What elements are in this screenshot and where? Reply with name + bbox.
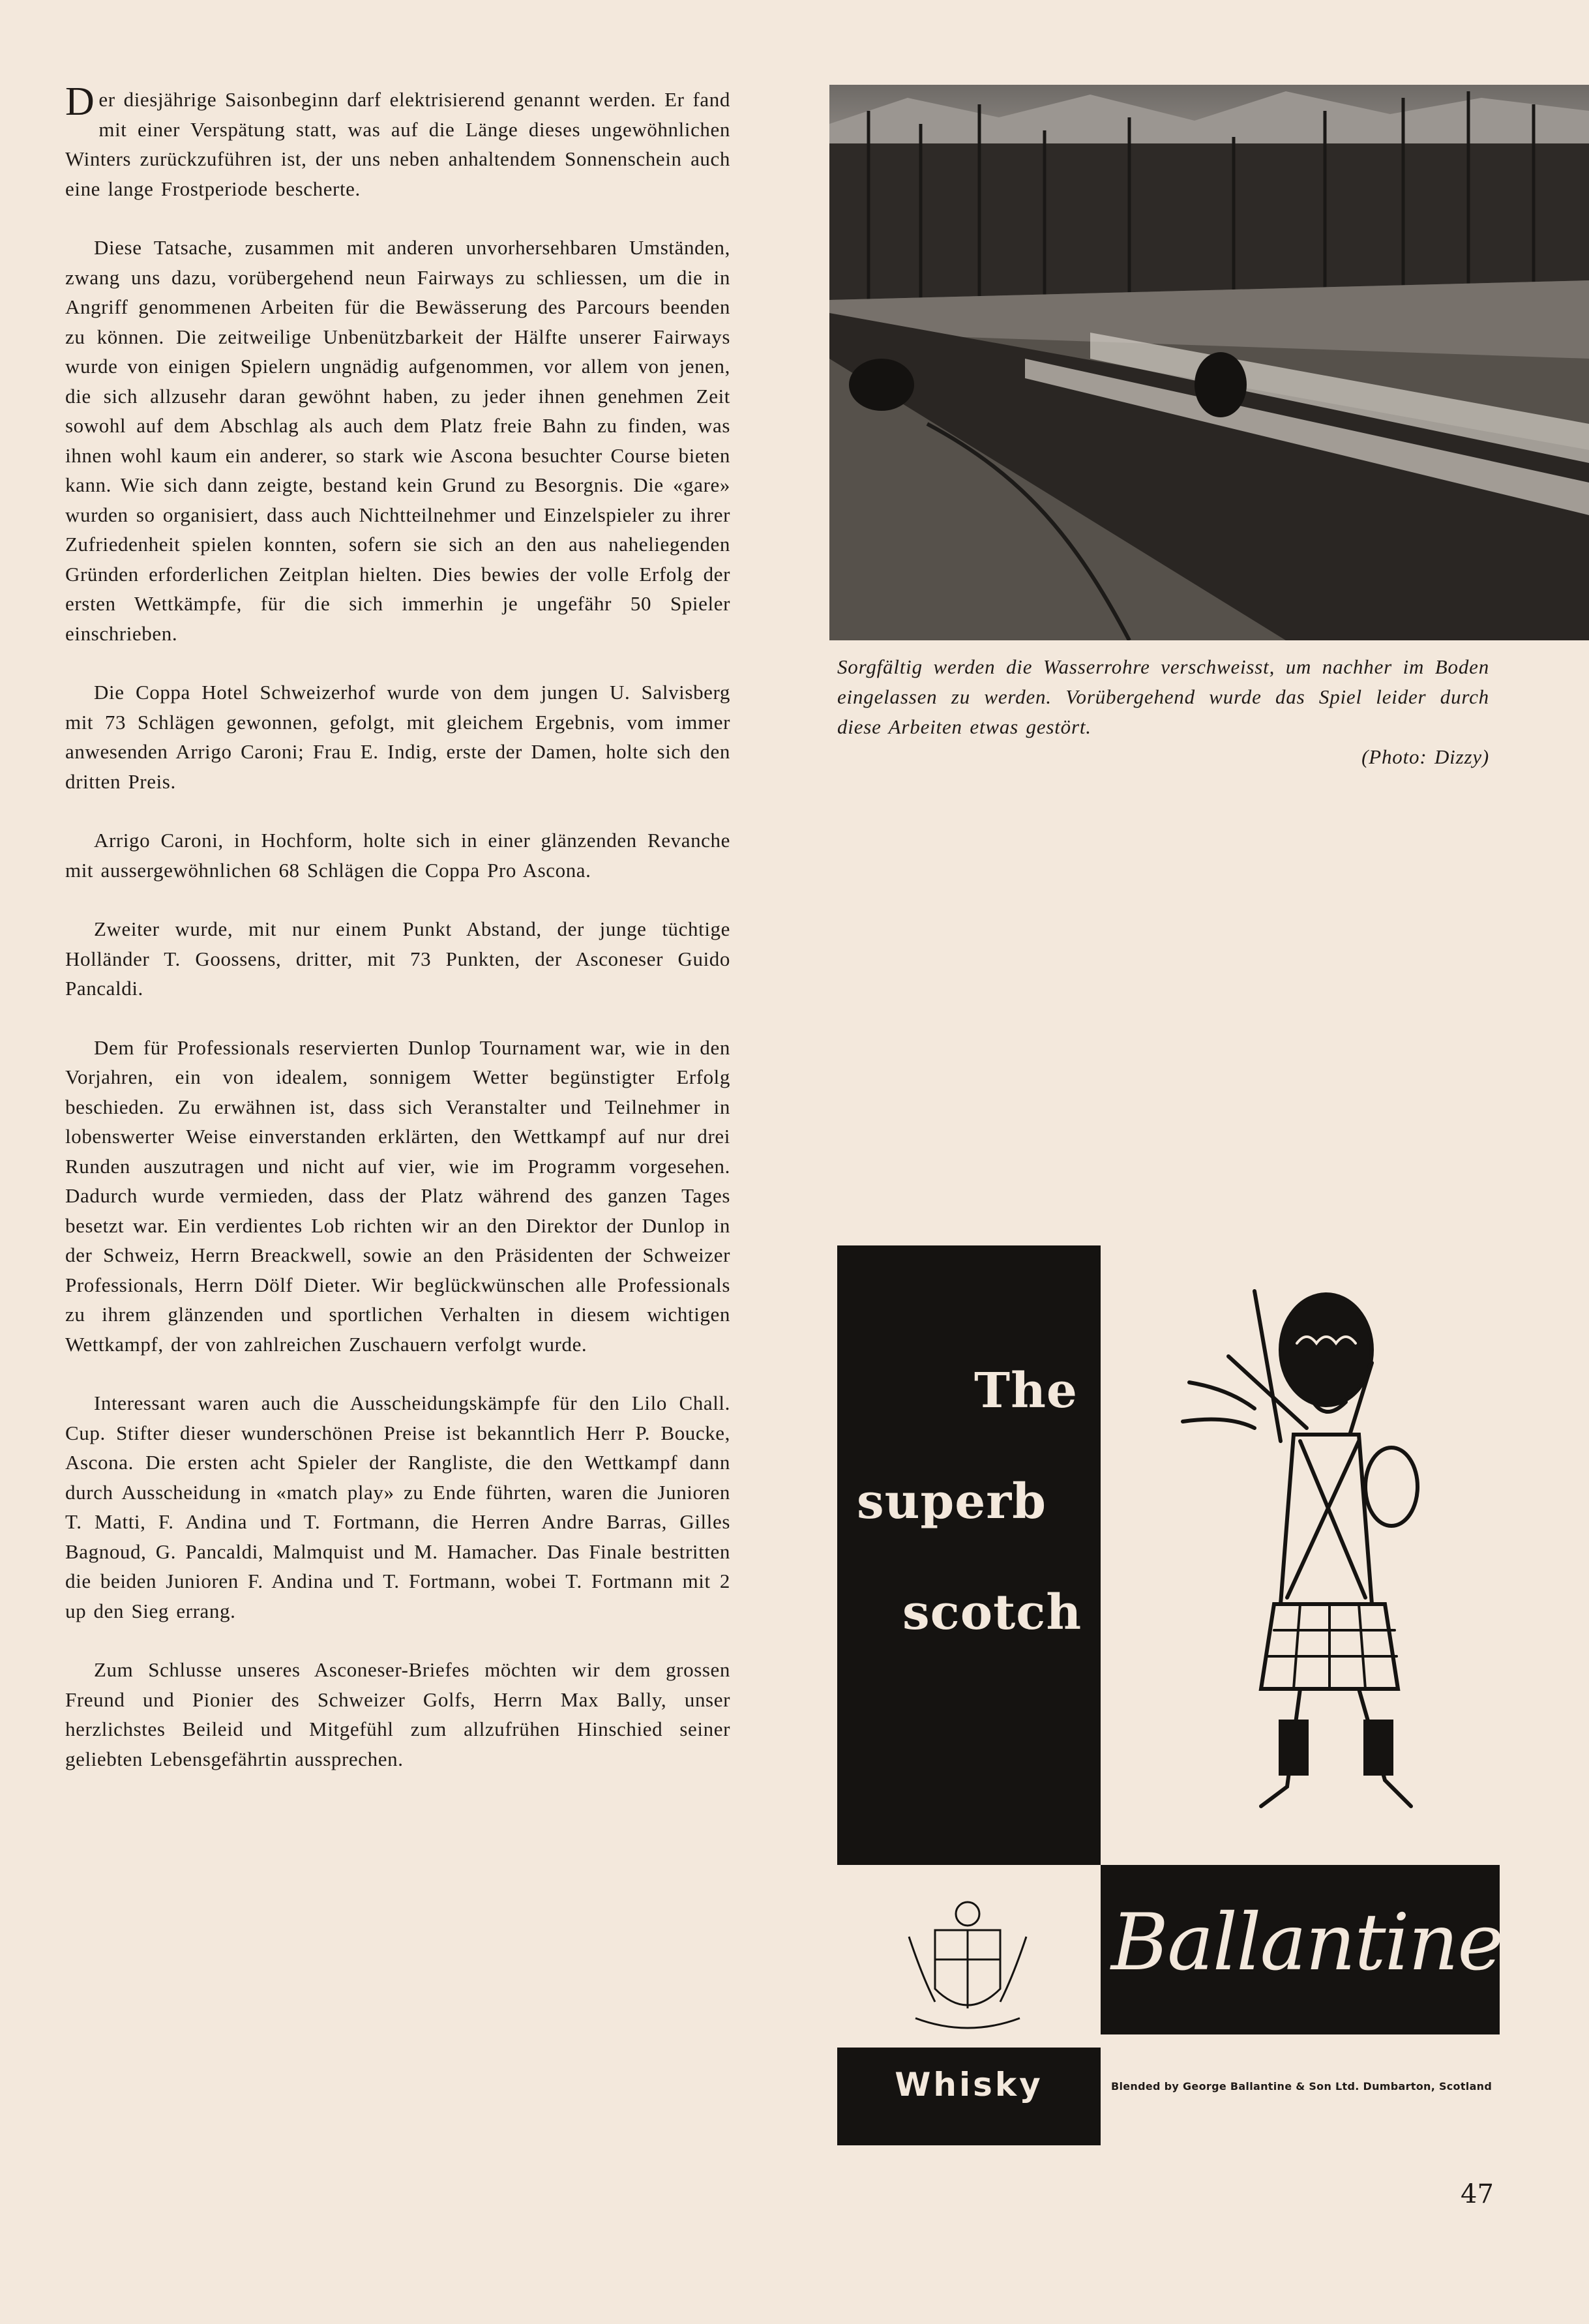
brand-logotype: Ballantine's	[1111, 1898, 1562, 1988]
ad-black-panel-headline	[837, 1245, 1101, 1865]
article-paragraph-6: Dem für Professionals reservierten Dunlop Tournament war, wie in den Vorjahren, ein von idealem, sonnigem Wetter begünstigter Erfolg beschieden. Zu erwähnen ist, dass sich Veranstalter und Teilnehmer in lobenswerter Weise einverstanden erklärten, den Wettkampf auf nur drei Runden auszutragen und nicht auf vier, wie im Programm vorgesehen. Dadurch wurde vermieden, dass der Platz während des ganzen Tages besetzt war. Ein verdientes Lob richten wir an den Direktor der Dunlop in der Schweiz, Herrn Breackwell, sowie an den Präsidenten der Schweizer Professionals, Herrn Dölf Dieter. Wir beglückwünschen alle Professionals zu ihrem glänzenden und sportlichen Verhalten in diesem wichtigen Wettkampf, der von zahlreichen Zuschauern verfolgt wurde.	[65, 1035, 730, 1356]
bagpiper-illustration	[1176, 1265, 1476, 1852]
golf-course-photo	[829, 85, 1589, 640]
article-paragraph-2: Diese Tatsache, zusammen mit anderen unvorhersehbaren Umständen, zwang uns dazu, vorübergehend neun Fairways zu schliessen, um die in Angriff genommenen Arbeiten für die Bewässerung des Parcours beenden zu können. Die zeitweilige Unbenützbarkeit der Hälfte unserer Fairways wurde von einigen Spielern ungnädig aufgenommen, vor allem von jenen, die sich allzusehr daran gewöhnt haben, zu jeder ihnen genehmen Zeit sowohl auf dem Abschlag als auch dem Platz freie Bahn zu finden, was ihnen wohl kaum ein anderer, so stark wie Ascona besuchter Course bieten kann. Wie sich dann zeigte, bestand kein Grund zu Besorgnis. Die «gare» wurden so organisiert, dass auch Nichtteilnehmer und Einzelspieler zu ihrer Zufriedenheit spielen konnten, sofern sie sich an den aus naheliegenden Gründen erforderlichen Zeitplan hielten. Dies bewies der volle Erfolg der ersten Wettkämpfe, für die sich immerhin je ungefähr 50 Spieler einschrieben.	[65, 236, 730, 645]
ad-headline-line-3: scotch	[902, 1585, 1082, 1641]
ad-headline-line-2: superb	[857, 1474, 1047, 1530]
whisky-label: Whisky	[895, 2066, 1043, 2104]
article-paragraph-3: Die Coppa Hotel Schweizerhof wurde von dem jungen U. Salvisberg mit 73 Schlägen gewonnen, gefolgt, mit gleichem Ergebnis, vom immer anwesenden Arrigo Caroni; Frau E. Indig, erste der Damen, holte sich den dritten Preis.	[65, 681, 730, 793]
article-paragraph-4: Arrigo Caroni, in Hochform, holte sich in einer glänzenden Revanche mit aussergewöhnlichen 68 Schlägen die Coppa Pro Ascona.	[65, 829, 730, 882]
ad-headline-line-1: The	[974, 1363, 1078, 1419]
crest-logo	[896, 1891, 1039, 2041]
article-text	[65, 80, 730, 1803]
blended-by-line: Blended by George Ballantine & Son Ltd. Dumbarton, Scotland	[1111, 2080, 1492, 2093]
caption-text: Sorgfältig werden die Wasserrohre verschweisst, um nachher im Boden eingelassen zu werden. Vorübergehend wurde das Spiel leider durch diese Arbeiten etwas gestört.	[837, 655, 1489, 738]
article-paragraph-7: Interessant waren auch die Ausscheidungskämpfe für den Lilo Chall. Cup. Stifter dieser wunderschönen Preise ist bekanntlich Herr P. Boucke, Ascona. Die ersten acht Spieler der Rangliste, die den Wettkampf dann durch Ausscheidung in «match play» zu Ende führten, waren die Junioren T. Matti, F. Andina und T. Fortmann, die Herren Andre Barras, Gilles Bagnoud, G. Pancaldi, Malmquist und M. Hamacher. Das Finale bestritten die beiden Junioren F. Andina und T. Fortmann, wobei T. Fortmann mit 2 up den Sieg errang.	[65, 1392, 730, 1622]
ballantines-advertisement	[837, 1245, 1562, 2104]
page-number: 47	[1461, 2179, 1494, 2209]
article-paragraph-8: Zum Schlusse unseres Asconeser-Briefes möchten wir dem grossen Freund und Pionier des Schweizer Golfs, Herrn Max Bally, unser herzlichstes Beileid und Mitgefühl zum allzufrühen Hinschied seiner geliebten Lebensgefährtin aussprechen.	[65, 1658, 730, 1770]
article-paragraph-1: Der diesjährige Saisonbeginn darf elektrisierend genannt werden. Er fand mit einer Verspätung statt, was auf die Länge dieses ungewöhnlichen Winters zurückzuführen ist, der uns neben anhaltendem Sonnenschein auch eine lange Frostperiode bescherte.	[65, 80, 730, 200]
article-paragraph-5: Zweiter wurde, mit nur einem Punkt Abstand, der junge tüchtige Holländer T. Goossens, dritter, mit 73 Punkten, der Asconeser Guido Pancaldi.	[65, 917, 730, 1000]
photo-credit: (Photo: Dizzy)	[1361, 745, 1489, 768]
photo-caption	[837, 652, 1489, 772]
